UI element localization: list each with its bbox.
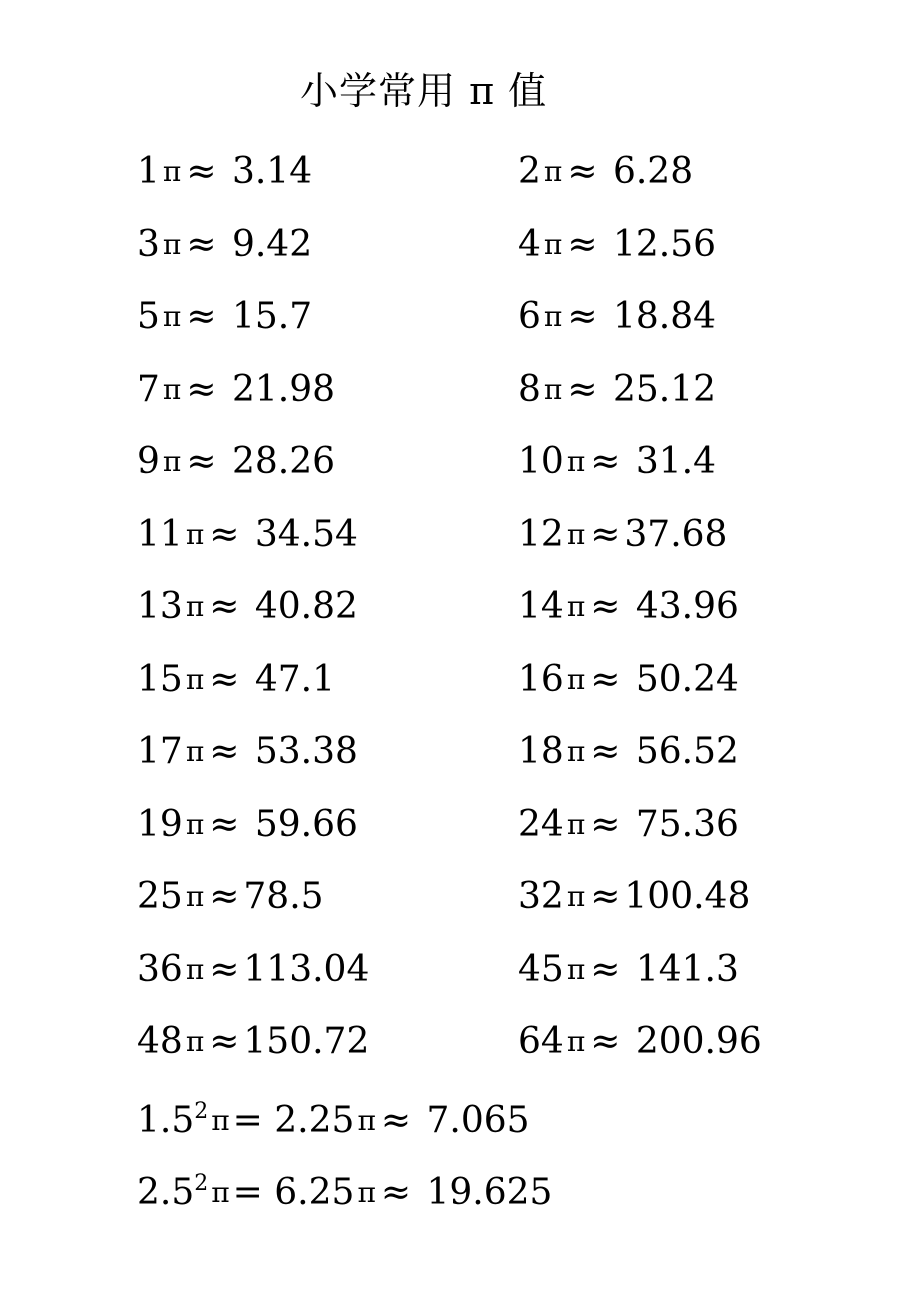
pi-entry	[518, 869, 750, 925]
spacer	[624, 659, 635, 700]
multiplier: 24	[518, 803, 564, 845]
pi-symbol: π	[566, 1025, 586, 1058]
pi-symbol: π	[543, 372, 563, 406]
multiplier: 12	[518, 513, 564, 555]
spacer	[243, 804, 254, 845]
pi-row	[137, 869, 837, 942]
multiplier: 14	[518, 586, 564, 627]
formula-result: 19.625	[426, 1172, 553, 1213]
spacer	[624, 1021, 635, 1062]
multiplier: 1	[137, 151, 160, 192]
pi-symbol: π	[185, 590, 205, 623]
value: 78.5	[243, 876, 324, 917]
value: 150.72	[243, 1021, 370, 1062]
approx-symbol: ≈	[186, 441, 217, 482]
value: 113.04	[243, 948, 370, 990]
multiplier: 32	[518, 876, 564, 917]
value: 75.36	[635, 803, 739, 845]
pi-symbol: π	[566, 807, 586, 841]
pi-entry	[518, 434, 716, 490]
pi-entry	[137, 869, 324, 925]
pi-symbol: π	[566, 517, 586, 551]
approx-symbol: ≈	[209, 513, 240, 555]
value: 141.3	[635, 948, 739, 990]
approx-symbol: ≈	[186, 223, 217, 265]
value: 6.28	[612, 151, 694, 192]
multiplier: 10	[518, 441, 564, 482]
pi-entry	[137, 434, 335, 490]
approx-symbol: ≈	[380, 1172, 412, 1213]
approx-symbol: ≈	[590, 658, 621, 700]
spacer	[624, 441, 635, 482]
multiplier: 8	[518, 368, 541, 410]
spacer	[601, 296, 612, 337]
value: 9.42	[231, 223, 313, 265]
approx-symbol: ≈	[186, 151, 217, 192]
pi-symbol: π	[566, 880, 586, 913]
formula-base: 2.5	[137, 1172, 195, 1213]
pi-row	[137, 797, 837, 870]
page-title: 小学常用 π 值	[300, 69, 548, 113]
pi-row	[137, 362, 837, 435]
pi-entry	[518, 797, 739, 853]
equals-symbol: =	[232, 1100, 275, 1141]
spacer	[220, 296, 231, 337]
pi-entry	[518, 289, 716, 345]
multiplier: 64	[518, 1021, 564, 1062]
pi-entry	[518, 942, 739, 998]
pi-symbol: π	[357, 1104, 376, 1137]
multiplier: 16	[518, 658, 564, 700]
spacer	[220, 441, 231, 482]
spacer	[243, 731, 254, 772]
multiplier: 13	[137, 586, 183, 627]
value: 34.54	[254, 513, 358, 555]
multiplier: 6	[518, 296, 541, 337]
approx-symbol: ≈	[590, 803, 621, 845]
approx-symbol: ≈	[209, 803, 240, 845]
value: 25.12	[612, 368, 716, 410]
approx-symbol: ≈	[590, 731, 621, 772]
pi-row	[137, 289, 837, 362]
spacer	[243, 586, 254, 627]
formula-line	[137, 1084, 530, 1149]
approx-symbol: ≈	[590, 513, 621, 555]
formula-line	[137, 1156, 552, 1221]
multiplier: 11	[137, 513, 183, 555]
approx-symbol: ≈	[186, 368, 217, 410]
approx-symbol: ≈	[209, 1021, 240, 1062]
pi-symbol: π	[566, 952, 586, 986]
multiplier: 36	[137, 948, 183, 990]
pi-entry	[518, 652, 739, 708]
pi-entry	[137, 507, 358, 563]
pi-entry	[518, 362, 716, 418]
pi-entry	[518, 1014, 762, 1070]
spacer	[220, 369, 231, 410]
pi-symbol: π	[162, 445, 182, 478]
pi-entry	[137, 652, 335, 708]
pi-symbol: π	[566, 590, 586, 623]
pi-entry	[518, 217, 716, 273]
approx-symbol: ≈	[567, 151, 598, 192]
multiplier: 2	[518, 151, 541, 192]
value: 100.48	[624, 876, 751, 917]
multiplier: 45	[518, 948, 564, 990]
pi-symbol: π	[185, 735, 205, 768]
multiplier: 25	[137, 876, 183, 917]
pi-symbol: π	[162, 155, 182, 188]
pi-row	[137, 652, 837, 725]
spacer	[601, 224, 612, 265]
pi-entry	[518, 579, 739, 635]
approx-symbol: ≈	[590, 1021, 621, 1062]
formula-mid: 6.25	[274, 1172, 355, 1213]
approx-symbol: ≈	[209, 586, 240, 627]
value: 28.26	[231, 441, 335, 482]
pi-row	[137, 942, 837, 1015]
spacer	[220, 224, 231, 265]
pi-symbol: π	[185, 517, 205, 551]
equals-symbol: =	[232, 1172, 275, 1213]
spacer	[624, 586, 635, 627]
spacer	[243, 514, 254, 555]
value: 31.4	[635, 441, 716, 482]
multiplier: 15	[137, 658, 183, 700]
approx-symbol: ≈	[209, 876, 240, 917]
spacer	[624, 949, 635, 990]
spacer	[415, 1100, 426, 1141]
pi-entry	[518, 724, 739, 780]
multiplier: 3	[137, 223, 160, 265]
pi-row	[137, 434, 837, 507]
approx-symbol: ≈	[209, 948, 240, 990]
pi-entry	[137, 942, 369, 998]
pi-symbol: π	[211, 1104, 230, 1137]
pi-symbol: π	[185, 807, 205, 841]
value: 37.68	[624, 513, 728, 555]
value: 43.96	[635, 586, 739, 627]
approx-symbol: ≈	[380, 1100, 412, 1141]
spacer	[624, 804, 635, 845]
value: 18.84	[612, 296, 716, 337]
approx-symbol: ≈	[209, 658, 240, 700]
approx-symbol: ≈	[590, 441, 621, 482]
spacer	[601, 369, 612, 410]
approx-symbol: ≈	[567, 223, 598, 265]
pi-values-grid	[137, 144, 837, 1087]
pi-symbol: π	[543, 300, 563, 333]
value: 47.1	[254, 658, 335, 700]
pi-entry	[518, 507, 727, 563]
pi-entry	[137, 362, 335, 418]
value: 15.7	[231, 296, 313, 337]
pi-symbol: π	[162, 227, 182, 261]
multiplier: 5	[137, 296, 160, 337]
pi-entry	[137, 217, 312, 273]
approx-symbol: ≈	[590, 948, 621, 990]
value: 3.14	[231, 151, 313, 192]
approx-symbol: ≈	[590, 586, 621, 627]
pi-row	[137, 579, 837, 652]
pi-entry	[137, 144, 312, 200]
pi-symbol: π	[162, 372, 182, 406]
pi-symbol: π	[185, 880, 205, 913]
formula-result: 7.065	[426, 1100, 530, 1141]
multiplier: 19	[137, 803, 183, 845]
pi-symbol: π	[566, 735, 586, 768]
value: 21.98	[231, 368, 335, 410]
approx-symbol: ≈	[209, 731, 240, 772]
pi-symbol: π	[185, 952, 205, 986]
pi-entry	[137, 1014, 369, 1070]
pi-row	[137, 1014, 837, 1087]
value: 53.38	[254, 731, 358, 772]
pi-symbol: π	[185, 1025, 205, 1058]
pi-entry	[518, 144, 693, 200]
pi-symbol: π	[543, 155, 563, 188]
pi-symbol: π	[543, 227, 563, 261]
pi-row	[137, 507, 837, 580]
spacer	[624, 731, 635, 772]
pi-row	[137, 217, 837, 290]
multiplier: 17	[137, 731, 183, 772]
pi-entry	[137, 724, 358, 780]
pi-symbol: π	[162, 300, 182, 333]
formula-base: 1.5	[137, 1100, 195, 1141]
value: 56.52	[635, 731, 739, 772]
pi-symbol: π	[211, 1176, 230, 1209]
spacer	[415, 1172, 426, 1213]
approx-symbol: ≈	[590, 876, 621, 917]
spacer	[220, 151, 231, 192]
pi-entry	[137, 289, 312, 345]
pi-symbol: π	[357, 1176, 376, 1209]
approx-symbol: ≈	[567, 368, 598, 410]
multiplier: 9	[137, 441, 160, 482]
value: 50.24	[635, 658, 739, 700]
approx-symbol: ≈	[567, 296, 598, 337]
pi-entry	[137, 579, 358, 635]
formula-exponent: 2	[194, 1171, 209, 1196]
pi-symbol: π	[185, 662, 205, 696]
multiplier: 4	[518, 223, 541, 265]
value: 12.56	[612, 223, 716, 265]
pi-entry	[137, 797, 358, 853]
multiplier: 18	[518, 731, 564, 772]
spacer	[243, 659, 254, 700]
formula-exponent: 2	[194, 1099, 209, 1124]
pi-row	[137, 724, 837, 797]
pi-symbol: π	[566, 445, 586, 478]
value: 40.82	[254, 586, 358, 627]
pi-symbol: π	[566, 662, 586, 696]
spacer	[601, 151, 612, 192]
value: 59.66	[254, 803, 358, 845]
multiplier: 48	[137, 1021, 183, 1062]
value: 200.96	[635, 1021, 762, 1062]
approx-symbol: ≈	[186, 296, 217, 337]
formula-mid: 2.25	[274, 1100, 355, 1141]
multiplier: 7	[137, 368, 160, 410]
pi-row	[137, 144, 837, 217]
